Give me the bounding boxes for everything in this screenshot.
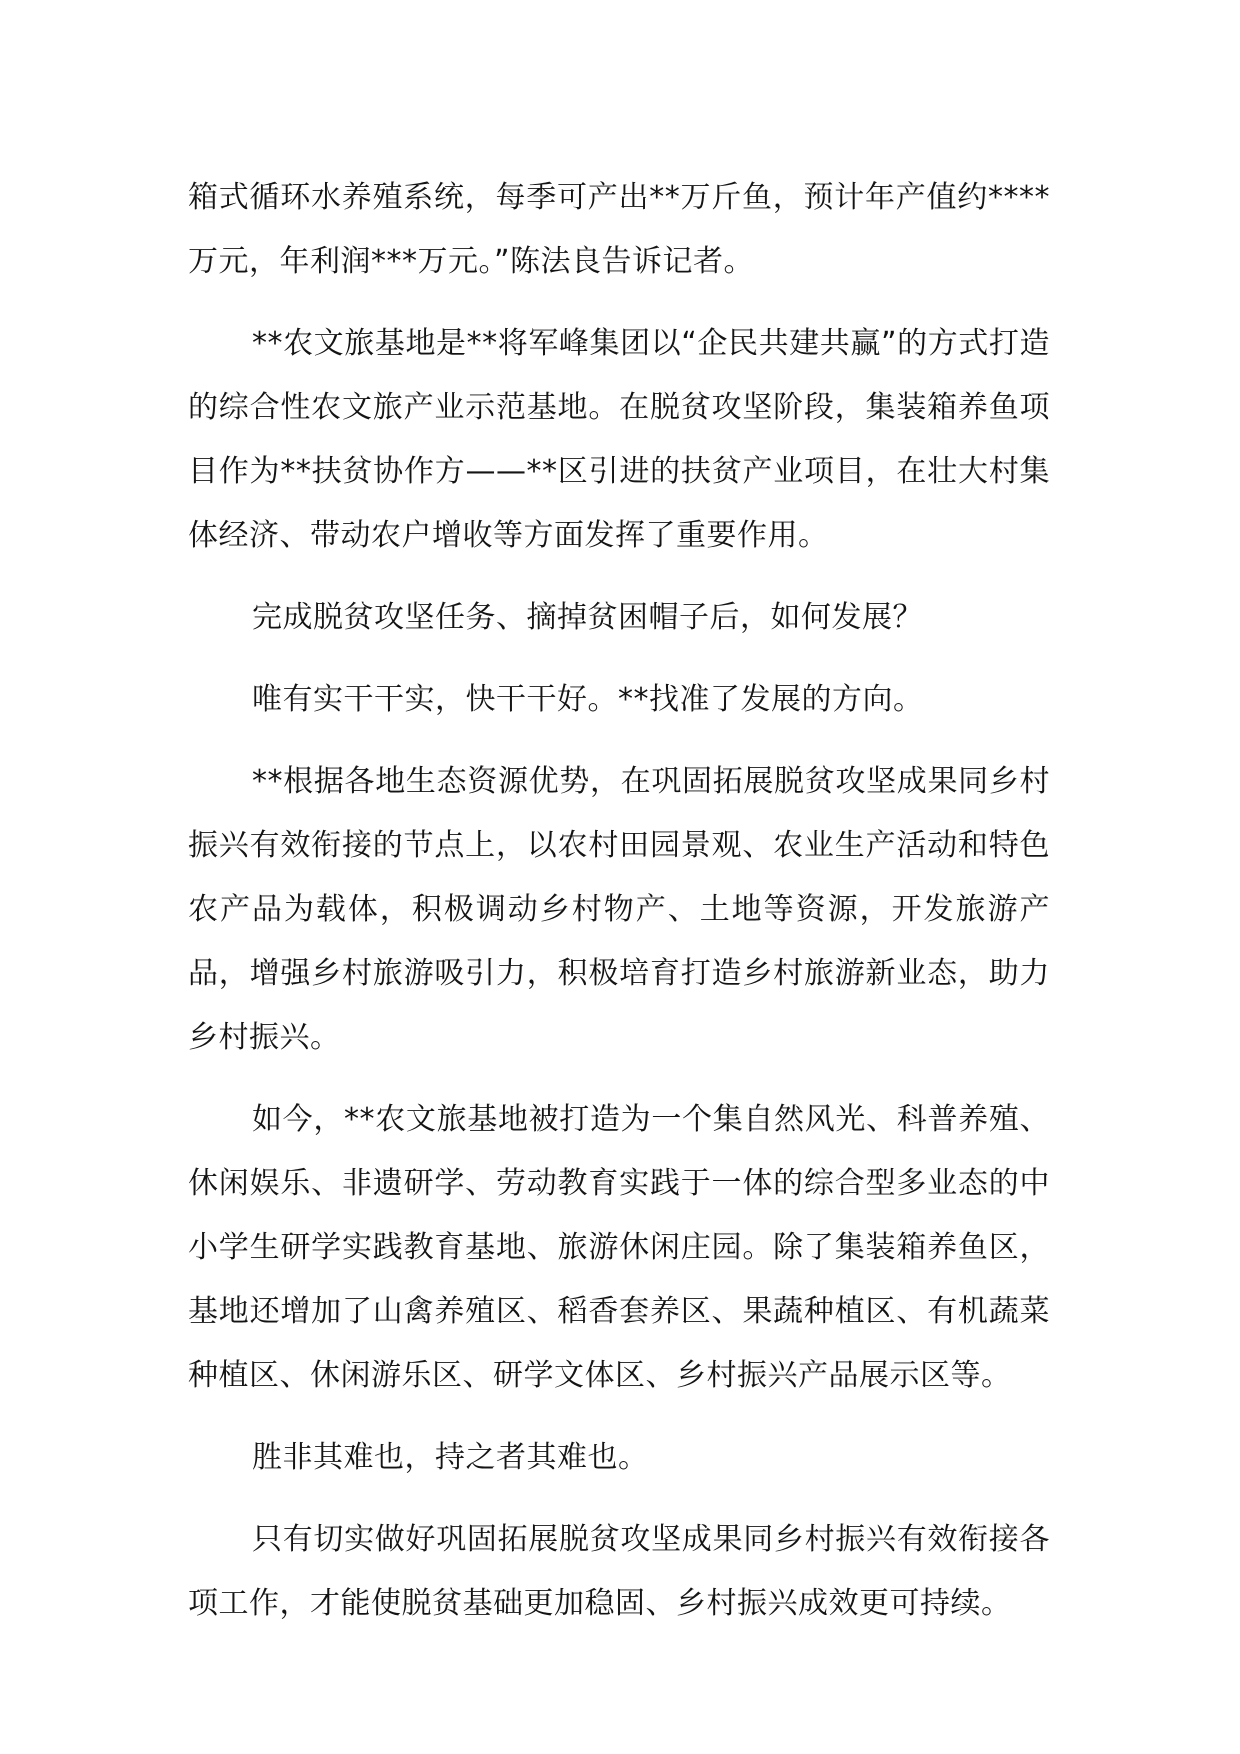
paragraph-3: 完成脱贫攻坚任务、摘掉贫困帽子后，如何发展？ — [252, 600, 923, 635]
paragraph-8: 只有切实做好巩固拓展脱贫攻坚成果同乡村振兴有效衔接各项工作，才能使脱贫基础更加稳固、乡村振兴成效更可持续。 — [188, 1522, 1050, 1621]
document-body — [188, 166, 1050, 1654]
paragraph-1: 箱式循环水养殖系统，每季可产出**万斤鱼，预计年产值约****万元，年利润***万元。”陈法良告诉记者。 — [188, 180, 1050, 279]
paragraph-7: 胜非其难也，持之者其难也。 — [252, 1440, 649, 1475]
paragraph-4: 唯有实干干实，快干干好。**找准了发展的方向。 — [252, 682, 924, 717]
paragraph-6: 如今，**农文旅基地被打造为一个集自然风光、科普养殖、休闲娱乐、非遗研学、劳动教育实践于一体的综合型多业态的中小学生研学实践教育基地、旅游休闲庄园。除了集装箱养鱼区，基地还增加了山禽养殖区、稻香套养区、果蔬种植区、有机蔬菜种植区、休闲游乐区、研学文体区、乡村振兴产品展示区等。 — [188, 1102, 1050, 1393]
paragraph-2: **农文旅基地是**将军峰集团以“企民共建共赢”的方式打造的综合性农文旅产业示范基地。在脱贫攻坚阶段，集装箱养鱼项目作为**扶贫协作方——**区引进的扶贫产业项目，在壮大村集体经济、带动农户增收等方面发挥了重要作用。 — [188, 326, 1050, 553]
paragraph-5: **根据各地生态资源优势，在巩固拓展脱贫攻坚成果同乡村振兴有效衔接的节点上，以农村田园景观、农业生产活动和特色农产品为载体，积极调动乡村物产、土地等资源，开发旅游产品，增强乡村旅游吸引力，积极培育打造乡村旅游新业态，助力乡村振兴。 — [188, 764, 1050, 1055]
